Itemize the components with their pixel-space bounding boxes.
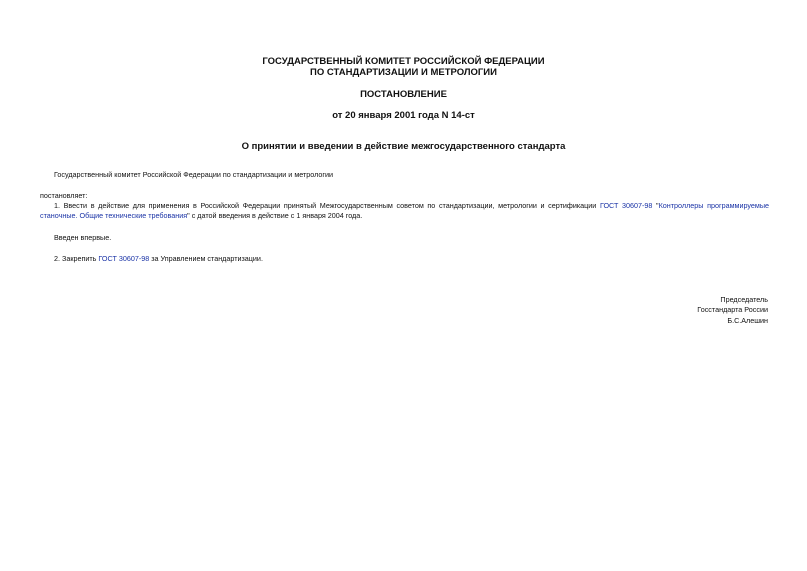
introduced-first-time: Введен впервые.: [54, 233, 112, 242]
item-1-text-end: " с датой введения в действие с 1 января 2004 года.: [187, 211, 363, 220]
item-1-text-start: 1. Ввести в действие для применения в Российской Федерации принятый Межгосударственным советом по стандартизации, метрологии и сертификации: [54, 201, 600, 210]
document-date-number: от 20 января 2001 года N 14-ст: [332, 110, 475, 121]
item-2-paragraph: [54, 254, 263, 264]
intro-paragraph: Государственный комитет Российской Федерации по стандартизации и метрологии: [54, 170, 334, 179]
gost-link-2[interactable]: ГОСТ 30607-98: [98, 254, 150, 263]
resolves-word: постановляет:: [40, 191, 88, 200]
item-2-text-start: 2. Закрепить: [54, 254, 99, 263]
signature-name: Б.С.Алешин: [727, 316, 768, 325]
gost-title-link[interactable]: Контроллеры программируемые станочные. Общие технические требования: [40, 201, 769, 220]
header-committee-line1: ГОСУДАРСТВЕННЫЙ КОМИТЕТ РОССИЙСКОЙ ФЕДЕРАЦИИ: [262, 56, 545, 67]
item-1-quote-open: ": [652, 201, 659, 210]
item-1-paragraph: [40, 201, 769, 221]
gost-link-1[interactable]: ГОСТ 30607-98: [599, 201, 653, 210]
header-committee-line2: ПО СТАНДАРТИЗАЦИИ И МЕТРОЛОГИИ: [310, 67, 497, 78]
signature-position: Председатель: [720, 295, 768, 304]
item-2-text-end: за Управлением стандартизации.: [149, 254, 263, 263]
signature-organization: Госстандарта России: [697, 305, 768, 314]
document-title: О принятии и введении в действие межгосударственного стандарта: [241, 141, 566, 152]
document-type: ПОСТАНОВЛЕНИЕ: [360, 89, 447, 100]
